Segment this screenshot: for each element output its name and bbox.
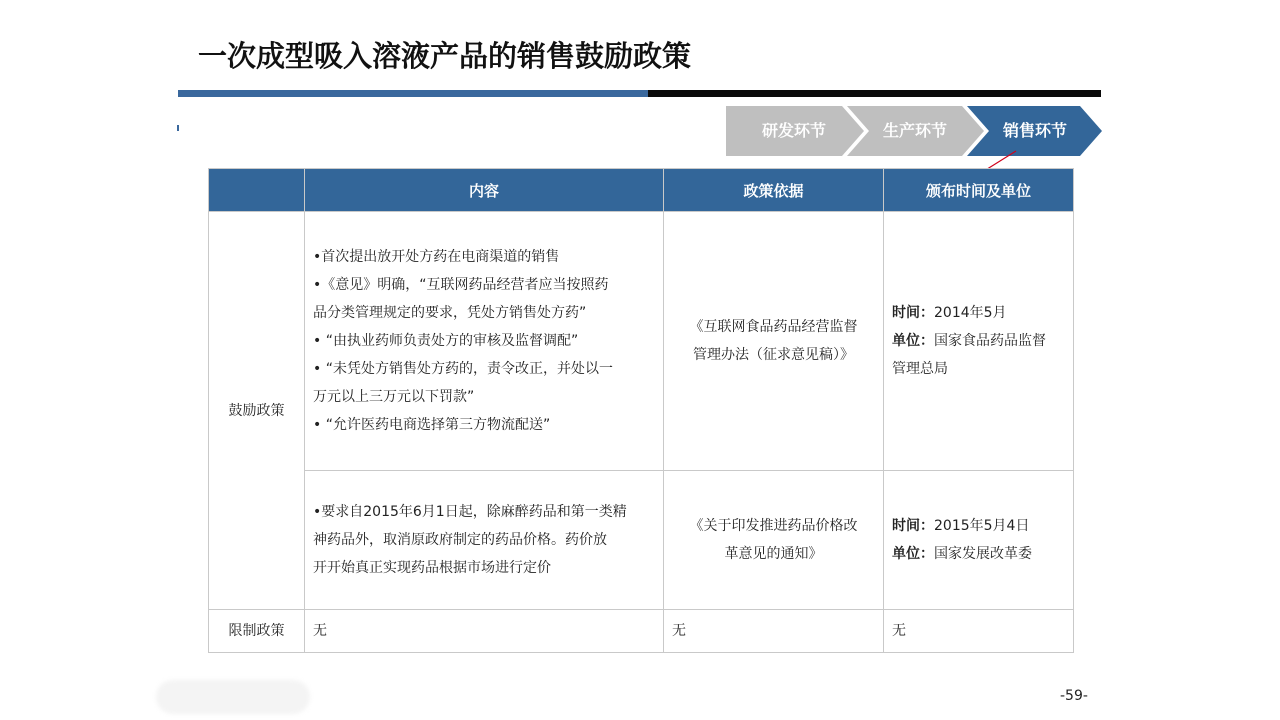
unit-key: 单位：	[892, 546, 934, 562]
page-title: 一次成型吸入溶液产品的销售鼓励政策	[198, 39, 692, 73]
unit-key: 单位：	[892, 333, 934, 349]
time-key: 时间：	[892, 305, 934, 321]
content-line: • “由执业药师负责处方的审核及监督调配”	[313, 333, 579, 349]
unit-line	[892, 540, 1065, 568]
time-key: 时间：	[892, 518, 934, 534]
time-value: 2015年5月4日	[934, 518, 1030, 534]
content-line: •《意见》明确，“互联网药品经营者应当按照药	[313, 277, 609, 293]
table-row	[209, 212, 1074, 471]
content-line: 神药品外，取消原政府制定的药品价格。药价放	[313, 532, 607, 548]
unit-value: 国家食品药品监督	[934, 333, 1046, 349]
time-line	[892, 512, 1065, 540]
content-line: 开开始真正实现药品根据市场进行定价	[313, 560, 551, 576]
cell-time-unit	[884, 212, 1074, 471]
cell-basis	[664, 471, 884, 610]
left-tick-mark	[177, 125, 179, 131]
table-row	[209, 610, 1074, 653]
cell-content	[305, 212, 664, 471]
content-line: 品分类管理规定的要求，凭处方销售处方药”	[313, 305, 587, 321]
unit-line-cont: 管理总局	[892, 361, 948, 377]
cell-basis	[664, 212, 884, 471]
title-underline-blue	[178, 90, 648, 97]
content-line: • “未凭处方销售处方药的，责令改正，并处以一	[313, 361, 613, 377]
header-basis: 政策依据	[664, 169, 884, 212]
header-content: 内容	[305, 169, 664, 212]
time-line	[892, 299, 1065, 327]
cell-time-unit: 无	[884, 610, 1074, 653]
content-line: • “允许医药电商选择第三方物流配送”	[313, 417, 551, 433]
page-number: -59-	[1060, 688, 1088, 704]
process-chevron-bar	[726, 106, 1102, 156]
header-blank	[209, 169, 305, 212]
table-header-row	[209, 169, 1074, 212]
basis-line: 革意见的通知》	[724, 546, 823, 562]
unit-value: 国家发展改革委	[934, 546, 1032, 562]
content-line: 万元以上三万元以下罚款”	[313, 389, 475, 405]
header-time-unit: 颁布时间及单位	[884, 169, 1074, 212]
basis-line: 《互联网食品药品经营监督	[689, 319, 858, 335]
step-research: 研发环节	[761, 121, 826, 140]
time-value: 2014年5月	[934, 305, 1007, 321]
table-row	[209, 471, 1074, 610]
row-label-encourage: 鼓励政策	[209, 212, 305, 610]
basis-line: 管理办法（征求意见稿）》	[693, 347, 854, 363]
content-line: •首次提出放开处方药在电商渠道的销售	[313, 249, 560, 265]
cell-time-unit	[884, 471, 1074, 610]
step-production: 生产环节	[882, 121, 947, 140]
basis-line: 《关于印发推进药品价格改	[689, 518, 858, 534]
unit-line	[892, 327, 1065, 355]
step-sales: 销售环节	[1002, 121, 1067, 140]
title-underline-black	[648, 90, 1101, 97]
content-line: •要求自2015年6月1日起，除麻醉药品和第一类精	[313, 504, 627, 520]
cell-content: 无	[305, 610, 664, 653]
cell-basis: 无	[664, 610, 884, 653]
policy-table	[208, 168, 1074, 653]
row-label-restrict: 限制政策	[209, 610, 305, 653]
cell-content	[305, 471, 664, 610]
blurred-watermark	[156, 680, 310, 714]
